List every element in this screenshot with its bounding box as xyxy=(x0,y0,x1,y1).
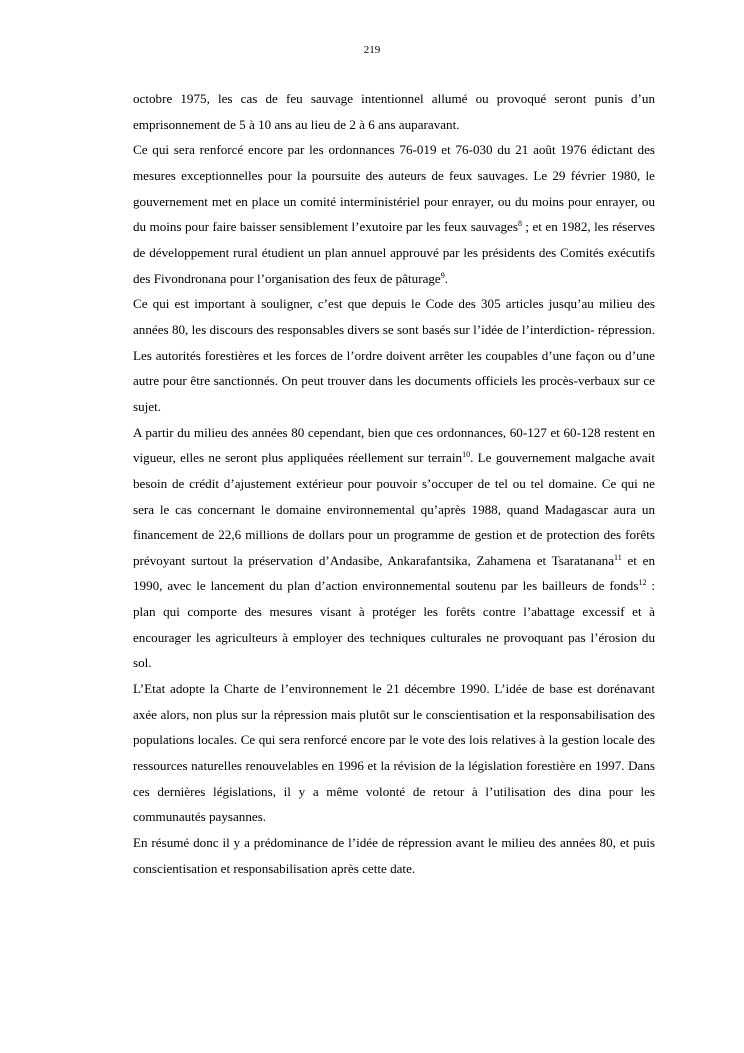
footnote-ref-9: 9 xyxy=(440,270,445,280)
paragraph-5 xyxy=(133,676,655,830)
paragraph-3 xyxy=(133,291,655,419)
page-number: 219 xyxy=(363,44,381,56)
paragraph-4-text-1: A partir du milieu des années 80 cependant, bien que ces ordonnances, 60-127 et 60-128 restent en vigueur, elles ne seront plus appliquées réellement sur terrain xyxy=(133,424,655,466)
body-text xyxy=(133,86,655,881)
paragraph-2-text-2: ; et en 1982, les réserves de développement rural étudient un plan annuel approuvé par les présidents des Comités exécutifs des Fivondronana pour l’organisation des feux de pâturage xyxy=(133,219,655,286)
paragraph-4-text-4: : plan qui comporte des mesures visant à protéger les forêts contre l’abattage excessif et à encourager les agriculteurs à employer des techniques culturales ne provoquant pas l’érosion du sol. xyxy=(133,578,655,671)
footnote-ref-11: 11 xyxy=(614,552,622,562)
paragraph-4-text-3: et en 1990, avec le lancement du plan d’action environnemental soutenu par les bailleurs de fonds xyxy=(133,552,655,594)
paragraph-4-text-2: . Le gouvernement malgache avait besoin de crédit d’ajustement extérieur pour pouvoir s’occuper de tel ou tel domaine. Ce qui ne sera le cas concernant le domaine environnemental qu’après 1988, quand Madagascar aura un financement de 22,6 millions de dollars pour un programme de gestion et de protection des forêts prévoyant surtout la préservation d’Andasibe, Ankarafantsika, Zahamena et Tsaratanana xyxy=(133,450,656,568)
paragraph-1 xyxy=(133,86,655,137)
paragraph-4 xyxy=(133,420,655,677)
paragraph-6-text: En résumé donc il y a prédominance de l’idée de répression avant le milieu des années 80, et puis conscientisation et responsabilisation après cette date. xyxy=(133,835,655,876)
footnote-ref-12: 12 xyxy=(638,578,647,588)
footnote-ref-10: 10 xyxy=(462,450,471,460)
paragraph-1-text: octobre 1975, les cas de feu sauvage intentionnel allumé ou provoqué seront punis d’un emprisonnement de 5 à 10 ans au lieu de 2 à 6 ans auparavant. xyxy=(133,91,655,132)
footnote-ref-8: 8 xyxy=(517,219,522,229)
paragraph-3-text: Ce qui est important à souligner, c’est que depuis le Code des 305 articles jusqu’au milieu des années 80, les discours des responsables divers se sont basés sur l’idée de l’interdiction- répression. Les autorités forestières et les forces de l’ordre doivent arrêter les coupables d’une façon ou d’une autre pour être sanctionnés. On peut trouver dans les documents officiels les procès-verbaux sur ce sujet. xyxy=(133,296,655,414)
paragraph-5-text: L’Etat adopte la Charte de l’environnement le 21 décembre 1990. L’idée de base est dorénavant axée alors, non plus sur la répression mais plutôt sur le conscientisation et la responsabilisation des populations locales. Ce qui sera renforcé encore par le vote des lois relatives à la gestion locale des ressources naturelles renouvelables en 1996 et la révision de la législation forestière en 1997. Dans ces dernières législations, il y a même volonté de retour à l’utilisation des dina pour les communautés paysannes. xyxy=(133,681,655,825)
paragraph-2 xyxy=(133,137,655,291)
paragraph-6 xyxy=(133,830,655,881)
paragraph-2-text-1: Ce qui sera renforcé encore par les ordonnances 76-019 et 76-030 du 21 août 1976 édictant des mesures exceptionnelles pour la poursuite des auteurs de feux sauvages. Le 29 février 1980, le gouvernement met en place un comité interministériel pour enrayer, ou du moins pour enrayer, ou du moins pour faire baisser sensiblement l’exutoire par les feux sauvages xyxy=(133,142,655,235)
paragraph-2-text-3: . xyxy=(444,270,449,286)
